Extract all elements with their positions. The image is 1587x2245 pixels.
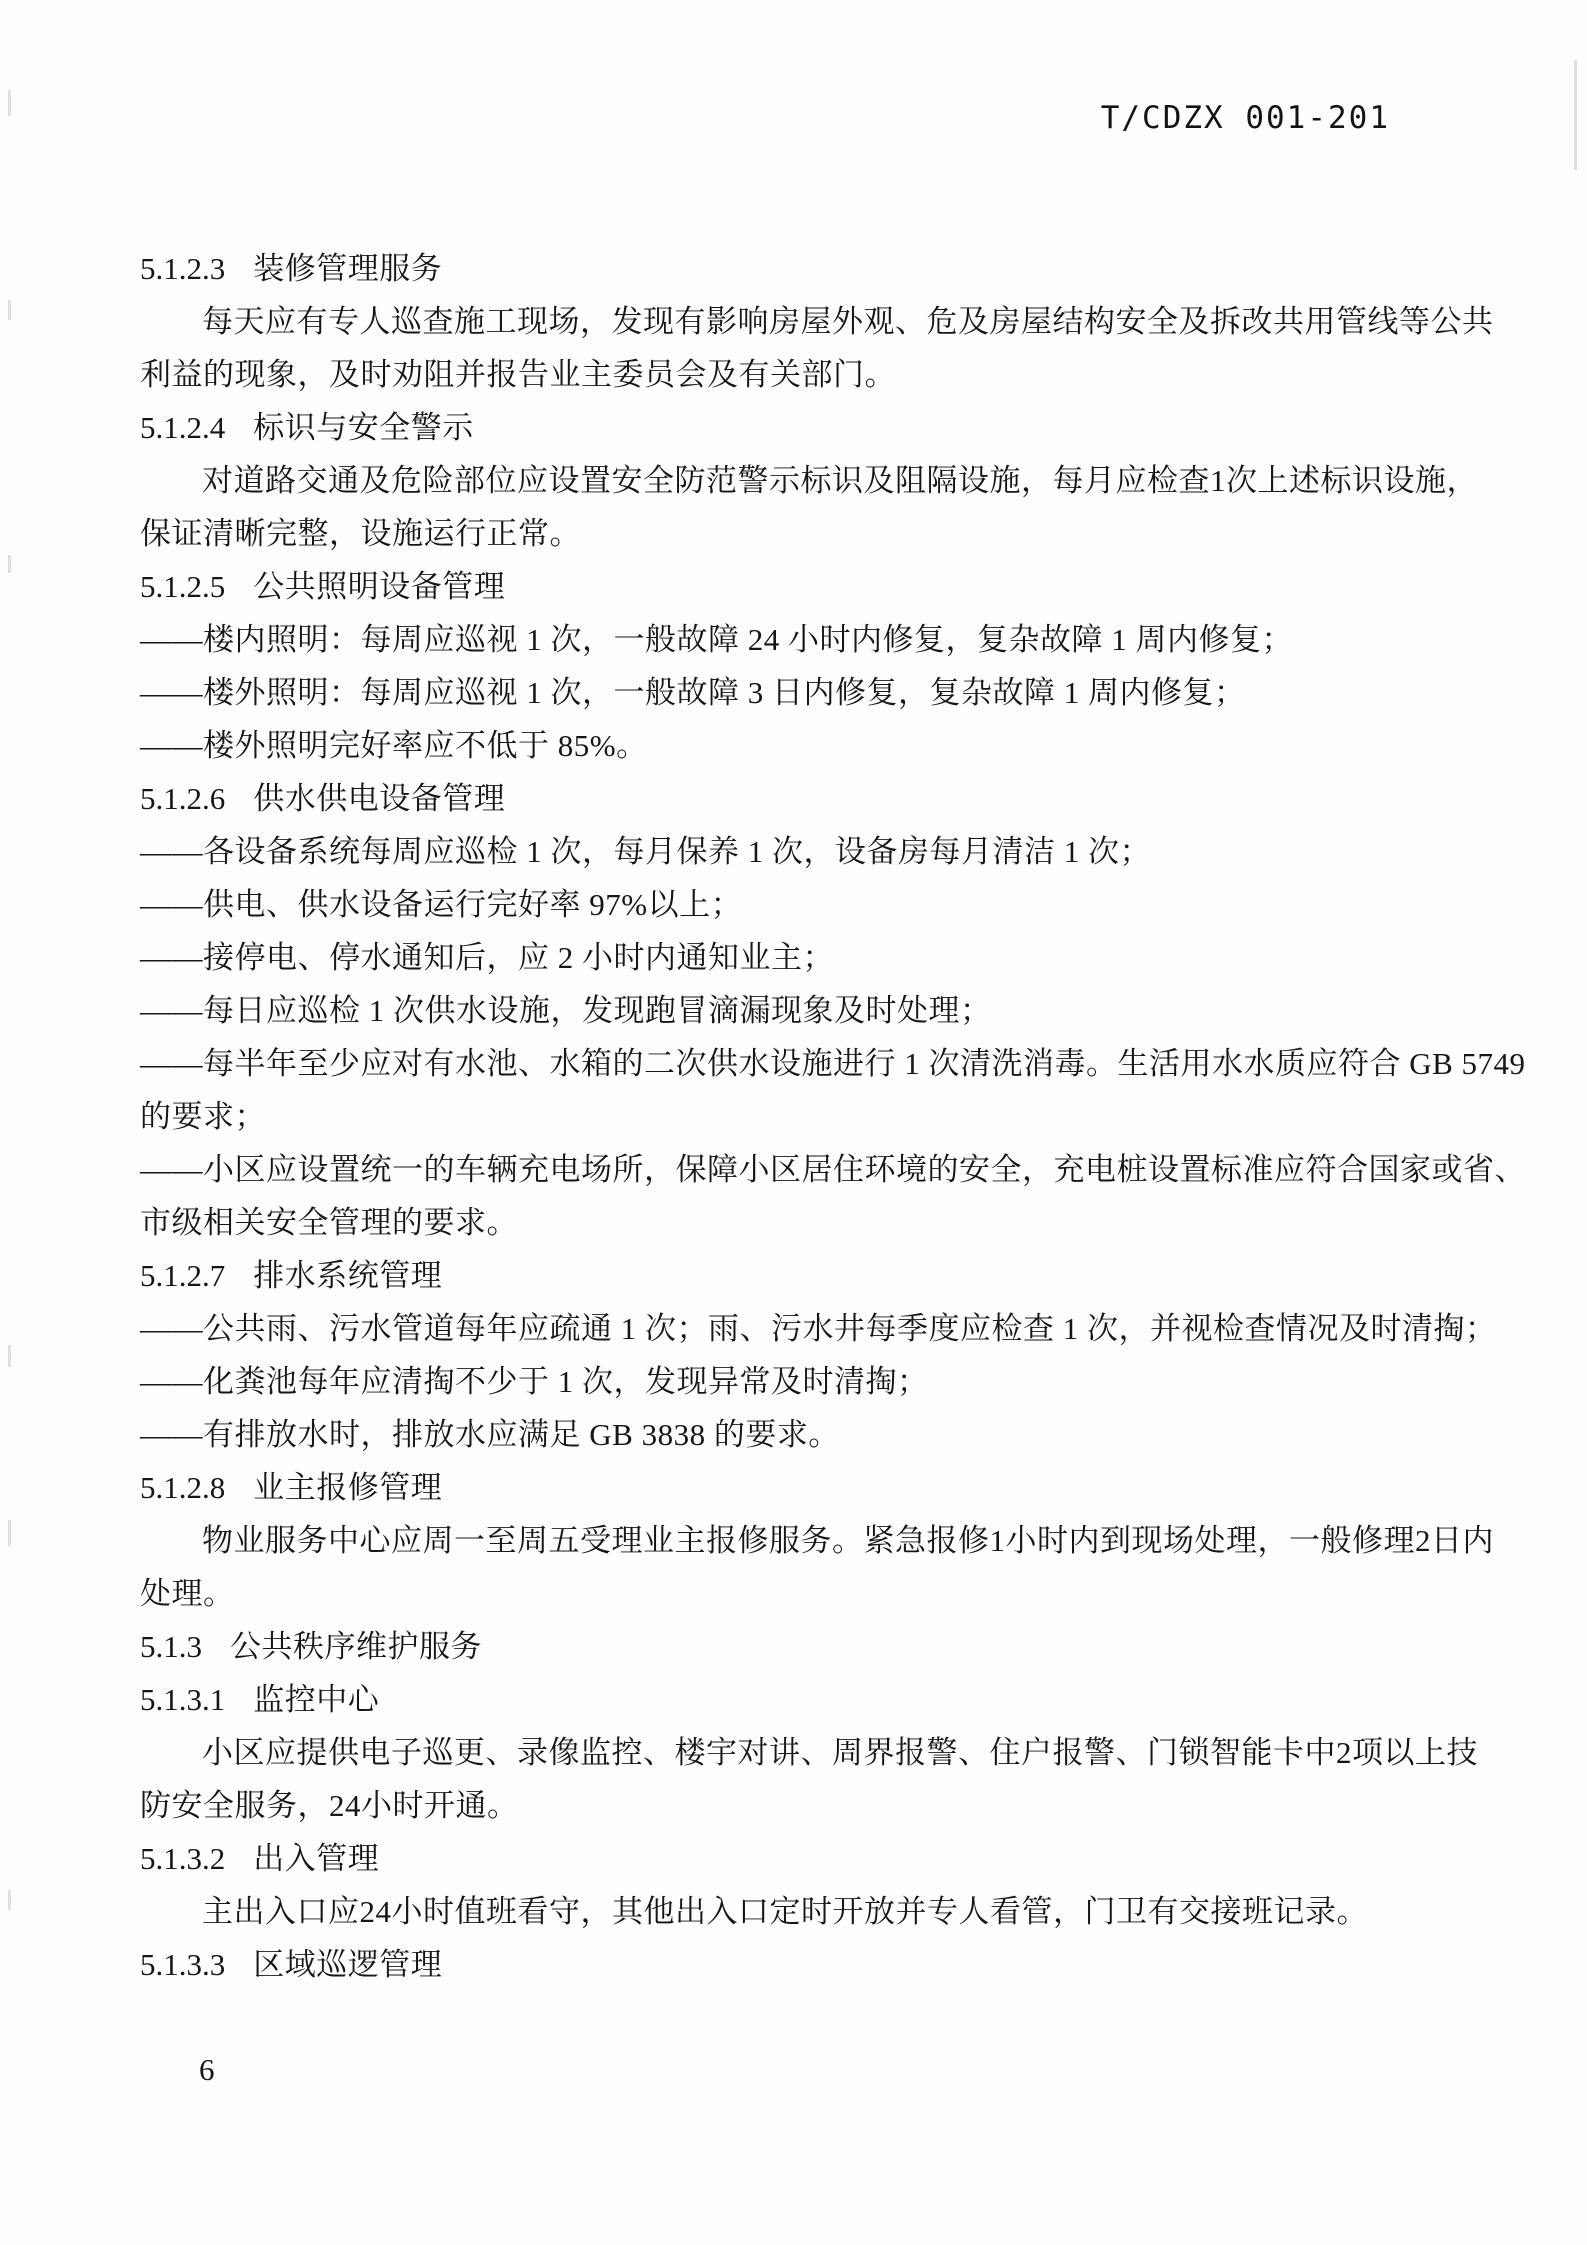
section-number: 5.1.2.7 bbox=[140, 1258, 226, 1293]
section-title: 公共照明设备管理 bbox=[253, 569, 506, 604]
line-text: ——化粪池每年应清掏不少于 1 次，发现异常及时清掏； bbox=[140, 1364, 929, 1399]
section-title: 供水供电设备管理 bbox=[253, 781, 506, 816]
line-text: 对道路交通及危险部位应设置安全防范警示标识及阻隔设施，每月应检查1次上述标识设施， bbox=[202, 463, 1478, 498]
scan-artifact bbox=[8, 300, 11, 320]
line-text: 处理。 bbox=[140, 1576, 235, 1611]
section-heading bbox=[140, 772, 1460, 825]
line-text: ——公共雨、污水管道每年应疏通 1 次；雨、污水井每季度应检查 1 次，并视检查情况及时清掏； bbox=[140, 1311, 1497, 1346]
section-title: 装修管理服务 bbox=[253, 251, 443, 286]
section-heading bbox=[140, 1461, 1460, 1514]
section-number: 5.1.3.2 bbox=[140, 1841, 226, 1876]
section-number: 5.1.3.1 bbox=[140, 1682, 226, 1717]
dash-item-line bbox=[140, 825, 1460, 878]
line-text: 每天应有专人巡查施工现场，发现有影响房屋外观、危及房屋结构安全及拆改共用管线等公共 bbox=[202, 304, 1494, 339]
page-number: 6 bbox=[199, 2052, 215, 2087]
dash-item-line bbox=[140, 1143, 1526, 1196]
paragraph-line bbox=[140, 454, 1478, 507]
section-title: 公共秩序维护服务 bbox=[230, 1629, 482, 1664]
line-text: 小区应提供电子巡更、录像监控、楼宇对讲、周界报警、住户报警、门锁智能卡中2项以上技 bbox=[202, 1735, 1478, 1770]
line-text: ——小区应设置统一的车辆充电场所，保障小区居住环境的安全，充电桩设置标准应符合国家或省、 bbox=[140, 1152, 1526, 1187]
paragraph-line bbox=[140, 1196, 1460, 1249]
paragraph-line bbox=[140, 1090, 1460, 1143]
section-number: 5.1.2.3 bbox=[140, 251, 226, 286]
line-text: ——楼内照明：每周应巡视 1 次，一般故障 24 小时内修复，复杂故障 1 周内修复； bbox=[140, 622, 1293, 657]
section-number: 5.1.2.4 bbox=[140, 410, 226, 445]
section-heading bbox=[140, 560, 1460, 613]
section-title: 业主报修管理 bbox=[253, 1470, 443, 1505]
section-heading bbox=[140, 1620, 1460, 1673]
section-title: 排水系统管理 bbox=[253, 1258, 443, 1293]
section-heading bbox=[140, 1249, 1460, 1302]
scan-artifact bbox=[8, 90, 11, 116]
dash-item-line bbox=[140, 878, 1460, 931]
line-text: 保证清晰完整，设施运行正常。 bbox=[140, 516, 581, 551]
paragraph-line bbox=[140, 1567, 1460, 1620]
dash-item-line bbox=[140, 1408, 1460, 1461]
dash-item-line bbox=[140, 1355, 1460, 1408]
paragraph-line bbox=[140, 1514, 1494, 1567]
line-text: 利益的现象，及时劝阻并报告业主委员会及有关部门。 bbox=[140, 357, 896, 392]
document-footer bbox=[199, 2052, 215, 2088]
section-number: 5.1.2.6 bbox=[140, 781, 226, 816]
line-text: ——有排放水时，排放水应满足 GB 3838 的要求。 bbox=[140, 1417, 840, 1452]
paragraph-line bbox=[140, 507, 1460, 560]
section-number: 5.1.2.8 bbox=[140, 1470, 226, 1505]
doc-code: T/CDZX 001-201 bbox=[1100, 100, 1390, 136]
scan-artifact bbox=[8, 1890, 11, 1910]
document-header bbox=[1101, 100, 1390, 136]
paragraph-line bbox=[140, 295, 1494, 348]
section-title: 区域巡逻管理 bbox=[253, 1947, 443, 1982]
dash-item-line bbox=[140, 1037, 1526, 1090]
section-title: 监控中心 bbox=[253, 1682, 380, 1717]
section-heading bbox=[140, 1938, 1460, 1991]
section-title: 出入管理 bbox=[253, 1841, 380, 1876]
line-text: ——楼外照明：每周应巡视 1 次，一般故障 3 日内修复，复杂故障 1 周内修复； bbox=[140, 675, 1246, 710]
paragraph-line bbox=[140, 1885, 1460, 1938]
scan-artifact bbox=[8, 1520, 11, 1546]
section-number: 5.1.3.3 bbox=[140, 1947, 226, 1982]
section-number: 5.1.2.5 bbox=[140, 569, 226, 604]
section-heading bbox=[140, 401, 1460, 454]
line-text: 物业服务中心应周一至周五受理业主报修服务。紧急报修1小时内到现场处理，一般修理2日内 bbox=[202, 1523, 1494, 1558]
line-text: 防安全服务，24小时开通。 bbox=[140, 1788, 519, 1823]
scan-artifact bbox=[8, 555, 11, 573]
scan-artifact bbox=[8, 1345, 11, 1367]
line-text: ——供电、供水设备运行完好率 97%以上； bbox=[140, 887, 743, 922]
section-heading bbox=[140, 242, 1460, 295]
dash-item-line bbox=[140, 666, 1460, 719]
paragraph-line bbox=[140, 1779, 1460, 1832]
dash-item-line bbox=[140, 984, 1460, 1037]
section-heading bbox=[140, 1673, 1460, 1726]
document-body bbox=[140, 242, 1526, 1991]
paragraph-line bbox=[140, 1726, 1478, 1779]
section-title: 标识与安全警示 bbox=[253, 410, 474, 445]
section-heading bbox=[140, 1832, 1460, 1885]
line-text: ——接停电、停水通知后，应 2 小时内通知业主； bbox=[140, 940, 834, 975]
line-text: 市级相关安全管理的要求。 bbox=[140, 1205, 518, 1240]
line-text: ——每日应巡检 1 次供水设施，发现跑冒滴漏现象及时处理； bbox=[140, 993, 992, 1028]
section-number: 5.1.3 bbox=[140, 1629, 202, 1664]
dash-item-line bbox=[140, 719, 1460, 772]
line-text: 主出入口应24小时值班看守，其他出入口定时开放并专人看管，门卫有交接班记录。 bbox=[202, 1894, 1368, 1929]
paragraph-line bbox=[140, 348, 1460, 401]
line-text: ——每半年至少应对有水池、水箱的二次供水设施进行 1 次清洗消毒。生活用水水质应符合 GB 5749 bbox=[140, 1046, 1526, 1081]
scan-artifact bbox=[1574, 60, 1577, 170]
line-text: ——各设备系统每周应巡检 1 次，每月保养 1 次，设备房每月清洁 1 次； bbox=[140, 834, 1151, 869]
line-text: ——楼外照明完好率应不低于 85%。 bbox=[140, 728, 648, 763]
dash-item-line bbox=[140, 613, 1460, 666]
line-text: 的要求； bbox=[140, 1099, 266, 1134]
dash-item-line bbox=[140, 931, 1460, 984]
dash-item-line bbox=[140, 1302, 1497, 1355]
